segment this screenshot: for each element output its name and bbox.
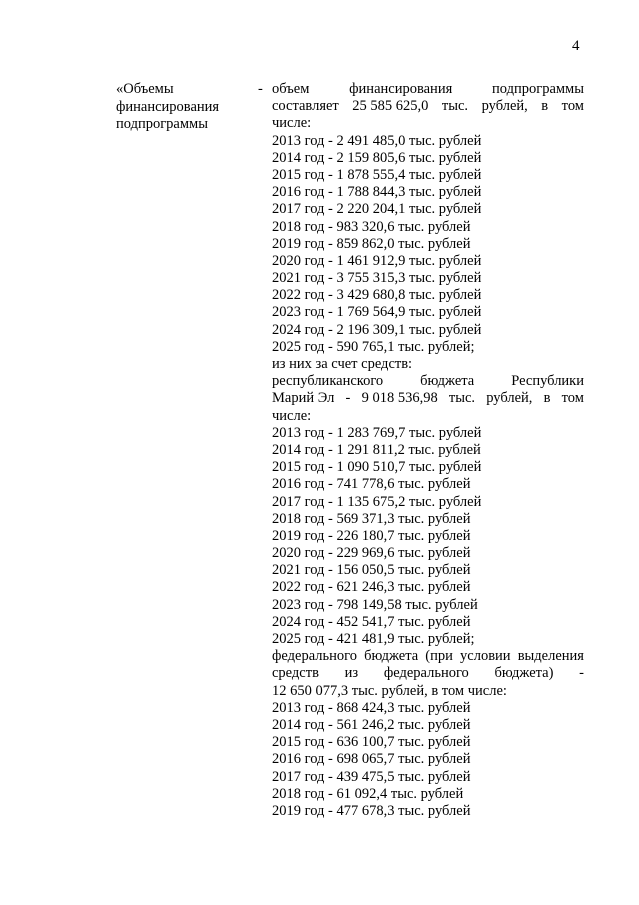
text-line: 2023 год - 1 769 564,9 тыс. рублей <box>272 304 482 321</box>
label-separator-dash: - <box>258 81 263 97</box>
text-line: 2018 год - 61 092,4 тыс. рублей <box>272 785 464 802</box>
text-word: бюджета) <box>494 665 554 682</box>
text-word: том <box>561 390 584 407</box>
text-word: тыс. <box>448 390 476 407</box>
text-line: 2016 год - 698 065,7 тыс. рублей <box>272 751 471 768</box>
text-line <box>272 390 584 407</box>
text-line: 2025 год - 590 765,1 тыс. рублей; <box>272 338 475 355</box>
text-word: федерального <box>272 648 357 665</box>
text-word: из <box>344 665 359 682</box>
text-line: 2022 год - 3 429 680,8 тыс. рублей <box>272 287 482 304</box>
text-line: 2015 год - 636 100,7 тыс. рублей <box>272 734 471 751</box>
text-line: 2020 год - 1 461 912,9 тыс. рублей <box>272 252 482 269</box>
text-word: подпрограммы <box>492 81 584 97</box>
text-word: тыс. <box>441 98 469 115</box>
text-word: (при <box>425 648 453 665</box>
text-line: 2014 год - 2 159 805,6 тыс. рублей <box>272 149 482 166</box>
text-line: 12 650 077,3 тыс. рублей, в том числе: <box>272 682 507 699</box>
text-line: 2023 год - 798 149,58 тыс. рублей <box>272 596 478 613</box>
text-word: - <box>345 390 351 407</box>
text-line: числе: <box>272 115 312 132</box>
text-line: 2013 год - 868 424,3 тыс. рублей <box>272 699 471 716</box>
text-word: том <box>561 98 584 115</box>
text-word: средств <box>272 665 319 682</box>
text-line <box>272 81 584 98</box>
text-word: условии <box>460 648 511 665</box>
text-line: 2022 год - 621 246,3 тыс. рублей <box>272 579 471 596</box>
text-word: Марий Эл <box>272 390 335 407</box>
text-line: 2014 год - 1 291 811,2 тыс. рублей <box>272 441 481 458</box>
text-line: 2013 год - 2 491 485,0 тыс. рублей <box>272 132 482 149</box>
text-word: объем <box>272 81 310 97</box>
text-line <box>272 373 584 390</box>
text-line: 2014 год - 561 246,2 тыс. рублей <box>272 716 471 733</box>
section-label-line: «Объемы <box>116 81 174 97</box>
text-word: рублей, <box>481 98 528 115</box>
text-line: 2019 год - 859 862,0 тыс. рублей <box>272 235 471 252</box>
text-word: федерального <box>383 665 469 682</box>
text-word: выделения <box>517 648 584 665</box>
text-line: 2021 год - 3 755 315,3 тыс. рублей <box>272 270 482 287</box>
text-word: республиканского <box>272 373 384 390</box>
text-word: бюджета <box>364 648 419 665</box>
text-line: 2024 год - 2 196 309,1 тыс. рублей <box>272 321 482 338</box>
text-line: числе: <box>272 407 312 424</box>
text-line <box>272 665 584 682</box>
text-word: составляет <box>272 98 339 115</box>
section-label-line: подпрограммы <box>116 116 208 132</box>
text-line: 2016 год - 741 778,6 тыс. рублей <box>272 476 471 493</box>
section-label-line: финансирования <box>116 98 220 115</box>
text-word: бюджета <box>420 373 475 390</box>
text-word: в <box>541 98 549 115</box>
text-line: 2020 год - 229 969,6 тыс. рублей <box>272 545 471 562</box>
text-line: 2017 год - 439 475,5 тыс. рублей <box>272 768 471 785</box>
text-line: 2017 год - 1 135 675,2 тыс. рублей <box>272 493 482 510</box>
financing-details <box>272 81 584 820</box>
text-line: 2016 год - 1 788 844,3 тыс. рублей <box>272 184 482 201</box>
text-word: финансирования <box>349 81 453 97</box>
text-line: 2019 год - 477 678,3 тыс. рублей <box>272 802 471 819</box>
text-line: 2024 год - 452 541,7 тыс. рублей <box>272 613 471 630</box>
page-number: 4 <box>572 38 580 54</box>
text-line <box>272 98 584 115</box>
text-line: 2018 год - 569 371,3 тыс. рублей <box>272 510 471 527</box>
text-line: из них за счет средств: <box>272 356 413 372</box>
text-line: 2021 год - 156 050,5 тыс. рублей <box>272 562 471 579</box>
text-line <box>272 648 584 665</box>
text-word: 9 018 536,98 <box>361 390 438 407</box>
text-word: 25 585 625,0 <box>352 98 429 115</box>
text-line: 2025 год - 421 481,9 тыс. рублей; <box>272 631 475 647</box>
text-word: - <box>579 665 584 682</box>
text-line: 2015 год - 1 878 555,4 тыс. рублей <box>272 166 482 183</box>
section-label <box>116 81 256 134</box>
text-word: рублей, <box>486 390 533 407</box>
text-line: 2018 год - 983 320,6 тыс. рублей <box>272 218 471 235</box>
text-word: в <box>543 390 551 407</box>
text-line: 2017 год - 2 220 204,1 тыс. рублей <box>272 201 482 218</box>
text-word: Республики <box>511 373 584 390</box>
text-line: 2019 год - 226 180,7 тыс. рублей <box>272 527 471 544</box>
text-line: 2015 год - 1 090 510,7 тыс. рублей <box>272 459 482 476</box>
text-line: 2013 год - 1 283 769,7 тыс. рублей <box>272 424 482 441</box>
